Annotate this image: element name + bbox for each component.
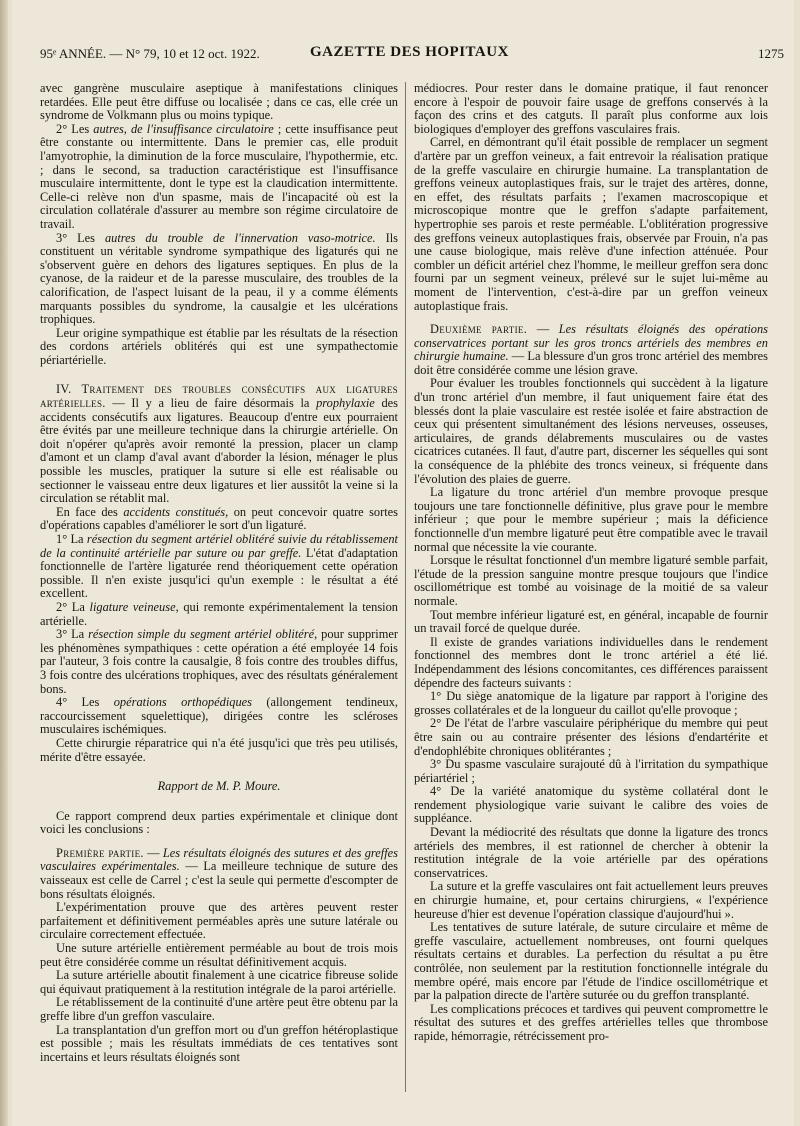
paragraph: 1° Du siège anatomique de la ligature par rapport à l'origine des grosses collatérales et de la longueur du caillot qu'elle provoque ; [414,689,768,717]
section-heading-paragraph: IV. Traitement des troubles consécutifs aux ligatures artérielles. — Il y a lieu de faire désormais la prophylaxie des accidents consécutifs aux ligatures. Beaucoup d'entre eux pourraient être évités par une meilleure technique dans la chirurgie artérielle. On doit n'opérer qu'après avoir remonté la pression, placer un clamp d'amont et un clamp d'aval avant d'aborder la lésion, ménager le plus possible les muscles, pratiquer la suture si elle est réalisable ou sectionner le vaisseau entre deux ligatures et lier aussitôt la veine si la circulation se rétablit mal. [40,382,398,506]
paragraph: médiocres. Pour rester dans le domaine pratique, il faut renoncer encore à l'espoir de pouvoir faire usage de greffons conservés à la façon des crins et des catguts. Il paraît plus conforme aux lois biologiques d'employer des greffons vasculaires frais. [414,81,768,136]
paragraph: Pour évaluer les troubles fonctionnels qui succèdent à la ligature d'un tronc artériel d'un membre, il faut uniquement faire état des blessés dont la plaie vasculaire est restée isolée et faire abstraction de ceux qui présentent simultanément des lésions nerveuses, osseuses, articulaires, de grands délabrements musculaires ou de vastes cicatrices cutanées. Il faut, d'autre part, discerner les séquelles qui sont la conséquence de la phlébite des troncs veineux, si fréquente dans l'évolution des plaies de guerre. [414,376,768,486]
paragraph: Tout membre inférieur ligaturé est, en général, incapable de fournir un travail forcé de quelque durée. [414,607,768,636]
left-column [40,82,398,1064]
paragraph: La suture et la greffe vasculaires ont fait actuellement leurs preuves en chirurgie humaine, et, pour certains chirurgiens, « l'expérience heureuse d'hier est devenue l'opération classique d'aujourd'hui ». [414,879,768,921]
paragraph: La transplantation d'un greffon mort ou d'un greffon hétéroplastique est possible ; mais les résultats immédiats de ces tentatives sont incertains et leurs résultats éloignés sont [40,1022,398,1064]
paragraph: 4° Les opérations orthopédiques (allongement tendineux, raccourcissement squelettique), dirigées contre les scléroses musculaires ischémiques. [40,695,398,737]
report-title: Rapport de M. P. Moure. [157,779,281,794]
section-heading-paragraph: Première partie. — Les résultats éloignés des sutures et des greffes vasculaires expérimentales. — La meilleure technique de suture des vaisseaux est celle de Carrel ; c'est la seule qui permette d'escompter de bons résultats éloignés. [40,845,398,901]
paragraph: 2° La ligature veineuse, qui remonte expérimentalement la tension artérielle. [40,599,398,628]
paragraph: Les complications précoces et tardives qui peuvent compromettre le résultat des sutures et des greffes artérielles telles que thrombose rapide, hémorragie, rétrécissement pro- [414,1001,768,1043]
paragraph: Il existe de grandes variations individuelles dans le rendement fonctionnel des membres dont le tronc artériel a été lié. Indépendamment des lésions concomitantes, ces différences paraissent dépendre des facteurs suivants : [414,634,768,690]
paragraph: La suture artérielle aboutit finalement à une cicatrice fibreuse solide qui équivaut pratiquement à la restitution intégrale de la paroi artérielle. [40,968,398,996]
issue-info: 95ᵉ ANNÉE. — N° 79, 10 et 12 oct. 1922. [40,46,260,61]
newspaper-page [12,0,794,1126]
paragraph: 2° Les autres, de l'insuffisance circulatoire ; cette insuffisance peut être constante ou intermittente. Dans le premier cas, elle produit l'amyotrophie, la diminution de la force musculaire, l'hypothermie, etc. ; dans le second, sa traduction caractéristique est l'insuffisance musculaire intermittente, dont le type est la claudication intermittente. Celle-ci relève non d'un spasme, mais de l'incapacité où est la circulation collatérale d'assurer au membre son régime circulatoire de travail. [40,121,398,231]
paragraph: 3° Du spasme vasculaire surajouté dû à l'irritation du sympathique périartériel ; [414,757,768,785]
paragraph: Carrel, en démontrant qu'il était possible de remplacer un segment d'artère par un greffon veineux, a fait entrevoir la réalisation pratique de la greffe vasculaire en chirurgie humaine. La transplantation de greffons veineux autoplastiques frais, sur le trajet des artères, donne, en effet, des résultats parfaits ; l'examen macroscopique et microscopique montre que le greffon s'adapte parfaitement, hypertrophie ses parois et reste perméable. L'oblitération progressive des greffons veineux autoplastiques frais, observée par Frouin, n'a pas une cause biologique, mais relève d'une infection atténuée. Pour combler un déficit artériel chez l'homme, le meilleur greffon sera donc fourni par un segment veineux, prélevé sur le sujet lui-même au moment de l'intervention, c'est-à-dire par un greffon veineux autoplastique frais. [414,135,768,313]
section-heading-paragraph: Deuxième partie. — Les résultats éloignés des opérations conservatrices portant sur les gros troncs artériels des membres en chirurgie humaine. — La blessure d'un gros tronc artériel des membres doit être considérée comme une lésion grave. [414,322,768,377]
paragraph: La ligature du tronc artériel d'un membre provoque presque toujours une tare fonctionnelle définitive, plus grave pour le membre inférieur ; que pour le membre supérieur ; mais la déficience fonctionnelle d'un membre ligaturé peut être compatible avec le travail normal que nécessite la vie courante. [414,485,768,554]
paragraph: Une suture artérielle entièrement perméable au bout de trois mois peut être considérée comme un résultat définitivement acquis. [40,941,398,969]
page-header [40,44,784,66]
paragraph: L'expérimentation prouve que des artères peuvent rester parfaitement et définitivement perméables après une suture latérale ou circulaire correctement effectuée. [40,900,398,942]
paragraph: Cette chirurgie réparatrice qui n'a été jusqu'ici que très peu utilisés, mérite d'être essayée. [40,735,398,764]
column-rule [405,82,406,1092]
paragraph: Leur origine sympathique est établie par les résultats de la résection des cordons artériels oblitérés qui est une sympathectomie périartérielle. [40,325,398,367]
paragraph: Devant la médiocrité des résultats que donne la ligature des troncs artériels des membres, il est rationnel de chercher à obtenir la restitution intégrale de la voie artérielle par des opérations conservatrices. [414,825,768,880]
paragraph: avec gangrène musculaire aseptique à manifestations cliniques retardées. Elle peut être diffuse ou localisée ; dans ce cas, elle crée un syndrome de Volkmann plus ou moins typique. [40,81,398,123]
paragraph: En face des accidents constitués, on peut concevoir quatre sortes d'opérations capables d'améliorer le sort d'un ligaturé. [40,504,399,533]
paragraph: 3° La résection simple du segment artériel oblitéré, pour supprimer les phénomènes sympathiques : cette opération a été employée 14 fois par l'auteur, 3 fois contre la causalgie, 8 fois contre des troubles diffus, 3 fois contre des ulcérations trophiques, avec des résultats généralement bons. [40,627,398,696]
page-number: 1275 [758,46,784,61]
page-edge [0,0,8,1126]
right-column [414,82,768,1044]
paragraph: 2° De l'état de l'arbre vasculaire périphérique du membre qui peut être sain ou au contraire présenter des lésions d'endartérite et d'endophlébite chroniques oblitérantes ; [414,716,768,758]
journal-title: GAZETTE DES HOPITAUX [310,44,509,60]
paragraph: 3° Les autres du trouble de l'innervation vaso-motrice. Ils constituent un véritable syndrome sympathique des ligaturés qui ne s'observent guère en dehors des ligatures septiques. En plus de la cyanose, de la raideur et de la paresse musculaire, des troubles de la calorification, de l'aspect luisant de la peau, il y a comme éléments marquants possibles du syndrome, la causalgie et les ulcérations trophiques. [40,230,398,327]
paragraph: 4° De la variété anatomique du système collatéral dont le rendement physiologique varie suivant le calibre des voies de suppléance. [414,784,768,826]
paragraph: Ce rapport comprend deux parties expérimentale et clinique dont voici les conclusions : [40,808,398,837]
paragraph: Le rétablissement de la continuité d'une artère peut être obtenu par la greffe libre d'un greffon vasculaire. [40,995,398,1023]
paragraph: 1° La résection du segment artériel oblitéré suivie du rétablissement de la continuité artérielle par suture ou par greffe. L'état d'adaptation fonctionnelle de l'artère ligaturée rend théoriquement cette opération possible. Il n'en existe jusqu'ici qu'un exemple : le résultat a été excellent. [40,532,398,601]
paragraph: Les tentatives de suture latérale, de suture circulaire et même de greffe vasculaire, actuellement nombreuses, ont fourni quelques résultats certains et durables. La perfection du résultat a pu être contrôlée, non seulement par la restitution fonctionnelle intégrale du membre opéré, mais encore par l'étude de l'indice oscillométrique et par la palpation directe de l'artère suturée ou du greffon transplanté. [414,920,768,1003]
paragraph: Lorsque le résultat fonctionnel d'un membre ligaturé semble parfait, l'étude de la pression sanguine montre presque toujours que l'indice oscillométrique est tombé au voisinage de la moitié de sa valeur normale. [414,553,768,608]
